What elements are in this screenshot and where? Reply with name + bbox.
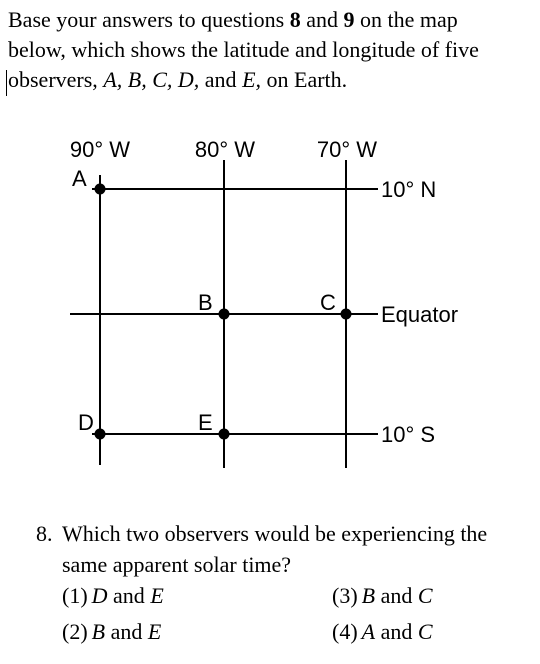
- answer-option-3[interactable]: [332, 581, 433, 611]
- intro-text: and: [204, 67, 237, 92]
- question-line-1: [36, 519, 536, 550]
- option-observer: C: [417, 619, 433, 644]
- answer-row-1: [36, 581, 536, 617]
- longitude-label-90w: 90° W: [69, 137, 131, 162]
- option-observer: C: [417, 583, 433, 608]
- option-number: (1): [62, 583, 88, 608]
- option-number: (4): [332, 619, 358, 644]
- option-observer: D: [91, 583, 108, 608]
- intro-line-2: below, which shows the latitude and longitude of five: [8, 37, 479, 62]
- question-8: [36, 519, 536, 648]
- question-text: same apparent solar time?: [62, 552, 292, 577]
- intro-text: on Earth.: [266, 67, 348, 92]
- answer-row-2: [36, 617, 536, 648]
- intro-text: on the map: [354, 7, 458, 32]
- intro-text: and: [300, 7, 344, 32]
- observer-ref-a: A,: [103, 67, 123, 92]
- option-observer: B: [361, 583, 376, 608]
- option-and: and: [113, 583, 145, 608]
- observer-ref-d: D,: [177, 67, 200, 92]
- observer-ref-c: C,: [152, 67, 173, 92]
- observer-ref-b: B,: [127, 67, 147, 92]
- observer-ref-e: E,: [242, 67, 262, 92]
- option-observer: E: [147, 619, 162, 644]
- observer-point-d: [95, 429, 106, 440]
- intro-text: observers,: [8, 67, 104, 92]
- option-and: and: [380, 619, 413, 644]
- question-line-2: [36, 550, 536, 581]
- answer-option-2[interactable]: [62, 617, 161, 647]
- option-observer: E: [150, 583, 164, 608]
- observer-label-c: C: [320, 290, 336, 315]
- observer-label-b: B: [198, 290, 213, 315]
- intro-text: Base your answers to questions: [8, 7, 290, 32]
- question-ref-8: 8: [289, 7, 301, 32]
- latitude-label-10n: 10° N: [381, 177, 437, 202]
- question-text: Which two observers would be experiencing the: [62, 521, 488, 546]
- option-and: and: [380, 583, 413, 608]
- longitude-label-70w: 70° W: [316, 137, 378, 162]
- observer-label-e: E: [198, 410, 213, 435]
- question-ref-9: 9: [343, 7, 355, 32]
- observer-label-d: D: [78, 410, 94, 435]
- option-observer: B: [91, 619, 106, 644]
- latitude-label-equator: Equator: [381, 302, 459, 327]
- longitude-label-80w: 80° W: [194, 137, 256, 162]
- option-observer: A: [361, 619, 376, 644]
- option-and: and: [110, 619, 143, 644]
- observer-point-c: [341, 309, 352, 320]
- observer-label-a: A: [72, 166, 87, 191]
- answer-option-4[interactable]: [332, 617, 433, 647]
- option-number: (2): [62, 619, 88, 644]
- option-number: (3): [332, 583, 358, 608]
- latitude-label-10s: 10° S: [381, 422, 436, 447]
- question-number: 8.: [36, 521, 53, 546]
- answer-option-1[interactable]: [62, 581, 164, 611]
- observer-point-b: [219, 309, 230, 320]
- observer-point-e: [219, 429, 230, 440]
- observer-point-a: [95, 184, 106, 195]
